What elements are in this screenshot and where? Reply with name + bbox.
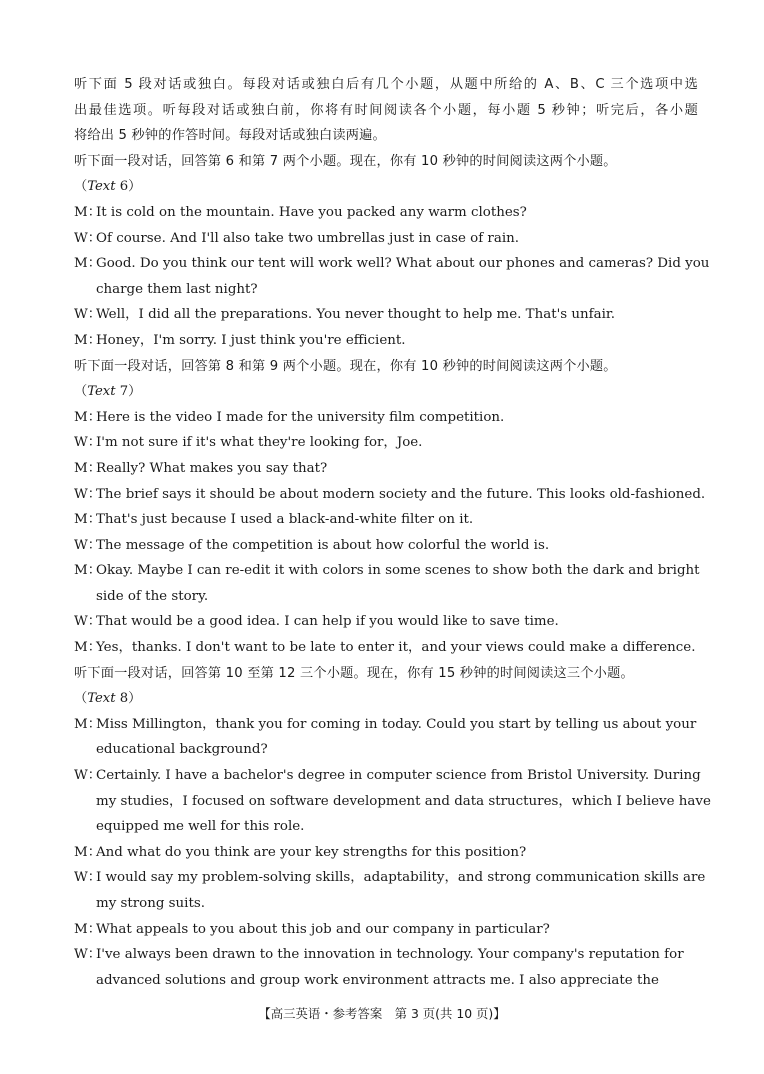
dialogue-continuation: educational background?: [96, 742, 268, 758]
dialogue-line: [74, 405, 698, 431]
speaker-label: W：: [74, 768, 102, 784]
section-label-text-8: （Text 8）: [74, 691, 142, 707]
document-body: [74, 72, 711, 993]
dialogue-continuation: advanced solutions and group work environment attracts me. I also appreciate the: [96, 972, 659, 988]
dialogue-line: [74, 200, 698, 226]
instructions-line-1: 听下面 5 段对话或独白。每段对话或独白后有几个小题，从题中所给的 A、B、C 三个选项中选: [74, 77, 698, 92]
speaker-label: M：: [74, 716, 102, 732]
dialogue-text: Certainly. I have a bachelor's degree in computer science from Bristol University. During: [96, 768, 701, 784]
dialogue-line: [74, 558, 698, 584]
dialogue-text: I would say my problem-solving skills，adaptability，and strong communication skills are: [96, 870, 706, 886]
dialogue-line: [74, 917, 698, 943]
speaker-label: M：: [74, 256, 102, 272]
speaker-label: W：: [74, 307, 102, 323]
dialogue-text: That's just because I used a black-and-white filter on it.: [96, 512, 474, 528]
dialogue-line: [74, 430, 698, 456]
dialogue-line: [74, 251, 710, 277]
speaker-label: W：: [74, 870, 102, 886]
dialogue-text: What appeals to you about this job and our company in particular?: [96, 921, 550, 937]
dialogue-text: The message of the competition is about how colorful the world is.: [96, 537, 550, 553]
dialogue-line: [74, 609, 698, 635]
section-label-text-7: （Text 7）: [74, 384, 142, 400]
dialogue-text: Really? What makes you say that?: [96, 460, 328, 476]
dialogue-line: [74, 456, 698, 482]
dialogue-text: Here is the video I made for the university film competition.: [96, 409, 505, 425]
dialogue-text: The brief says it should be about modern society and the future. This looks old-fashioned.: [96, 486, 706, 502]
dialogue-line: [74, 533, 698, 559]
section-intro-text-8: 听下面一段对话，回答第 10 至第 12 三个小题。现在，你有 15 秒钟的时间阅读这三个小题。: [74, 665, 634, 681]
page-footer: 【高三英语・参考答案 第 3 页(共 10 页)】: [258, 1006, 506, 1021]
dialogue-text: It is cold on the mountain. Have you packed any warm clothes?: [96, 204, 527, 220]
dialogue-text: Miss Millington，thank you for coming in today. Could you start by telling us about your: [96, 716, 697, 732]
dialogue-line: [74, 328, 698, 354]
dialogue-text: Good. Do you think our tent will work well? What about our phones and cameras? Did you: [96, 256, 710, 272]
speaker-label: M：: [74, 844, 102, 860]
dialogue-text: I'm not sure if it's what they're looking for，Joe.: [96, 435, 423, 451]
section-intro-text-7: 听下面一段对话，回答第 8 和第 9 两个小题。现在，你有 10 秒钟的时间阅读这两个小题。: [74, 358, 617, 374]
dialogue-text: I've always been drawn to the innovation in technology. Your company's reputation for: [96, 947, 684, 963]
dialogue-continuation: equipped me well for this role.: [96, 819, 305, 835]
dialogue-line: [74, 482, 706, 508]
dialogue-continuation: side of the story.: [96, 588, 209, 604]
dialogue-line: [74, 302, 698, 328]
dialogue-line: [74, 635, 698, 661]
dialogue-text: Okay. Maybe I can re-edit it with colors in some scenes to show both the dark and bright: [96, 563, 700, 579]
speaker-label: M：: [74, 640, 102, 656]
dialogue-continuation: my strong suits.: [96, 896, 205, 911]
dialogue-text: Of course. And I'll also take two umbrellas just in case of rain.: [96, 230, 519, 246]
speaker-label: W：: [74, 537, 102, 553]
dialogue-text: That would be a good idea. I can help if you would like to save time.: [96, 614, 559, 630]
speaker-label: W：: [74, 614, 102, 630]
dialogue-line: [74, 763, 701, 789]
instructions-line-3: 将给出 5 秒钟的作答时间。每段对话或独白读两遍。: [74, 128, 386, 144]
speaker-label: W：: [74, 435, 102, 451]
dialogue-line: [74, 226, 698, 252]
instructions-line-2: 出最佳选项。听每段对话或独白前，你将有时间阅读各个小题，每小题 5 秒钟；听完后，各小题: [74, 102, 698, 118]
speaker-label: M：: [74, 204, 102, 220]
dialogue-line: [74, 840, 698, 866]
dialogue-text: Well，I did all the preparations. You never thought to help me. That's unfair.: [96, 307, 616, 323]
dialogue-line: [74, 507, 698, 533]
speaker-label: W：: [74, 947, 102, 963]
speaker-label: M：: [74, 563, 102, 579]
dialogue-line: [74, 942, 698, 968]
dialogue-line: [74, 865, 706, 891]
speaker-label: M：: [74, 921, 102, 937]
dialogue-line: [74, 712, 698, 738]
section-label-text-6: （Text 6）: [74, 179, 142, 195]
speaker-label: W：: [74, 230, 102, 246]
speaker-label: M：: [74, 512, 102, 528]
dialogue-text: And what do you think are your key strengths for this position?: [96, 844, 527, 860]
speaker-label: M：: [74, 332, 102, 348]
speaker-label: W：: [74, 486, 102, 502]
dialogue-text: Yes，thanks. I don't want to be late to enter it，and your views could make a difference.: [96, 640, 696, 656]
speaker-label: M：: [74, 409, 102, 425]
dialogue-continuation: my studies，I focused on software development and data structures，which I believe have: [96, 793, 711, 809]
section-intro-text-6: 听下面一段对话，回答第 6 和第 7 两个小题。现在，你有 10 秒钟的时间阅读这两个小题。: [74, 153, 617, 169]
dialogue-continuation: charge them last night?: [96, 281, 258, 297]
dialogue-text: Honey，I'm sorry. I just think you're efficient.: [96, 332, 406, 348]
speaker-label: M：: [74, 460, 102, 476]
